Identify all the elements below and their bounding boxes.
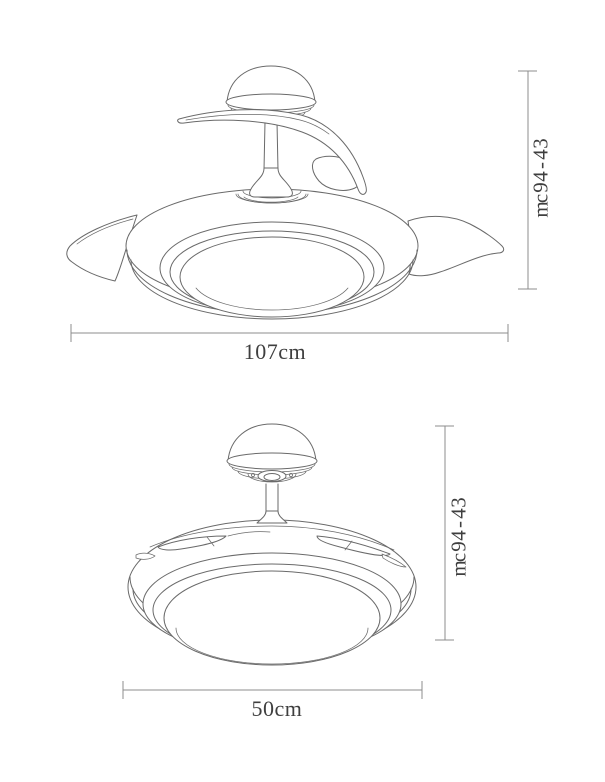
fan-extended-drawing: [67, 66, 504, 319]
retracted-width-label: 50cm: [251, 696, 303, 721]
retracted-height-label: 3 4 - 4 9 c m: [446, 497, 471, 577]
extended-height-label: 3 4 - 4 9 c m: [528, 138, 553, 218]
fan-retracted-drawing: [128, 424, 416, 665]
extended-width-label: 107cm: [243, 339, 307, 364]
